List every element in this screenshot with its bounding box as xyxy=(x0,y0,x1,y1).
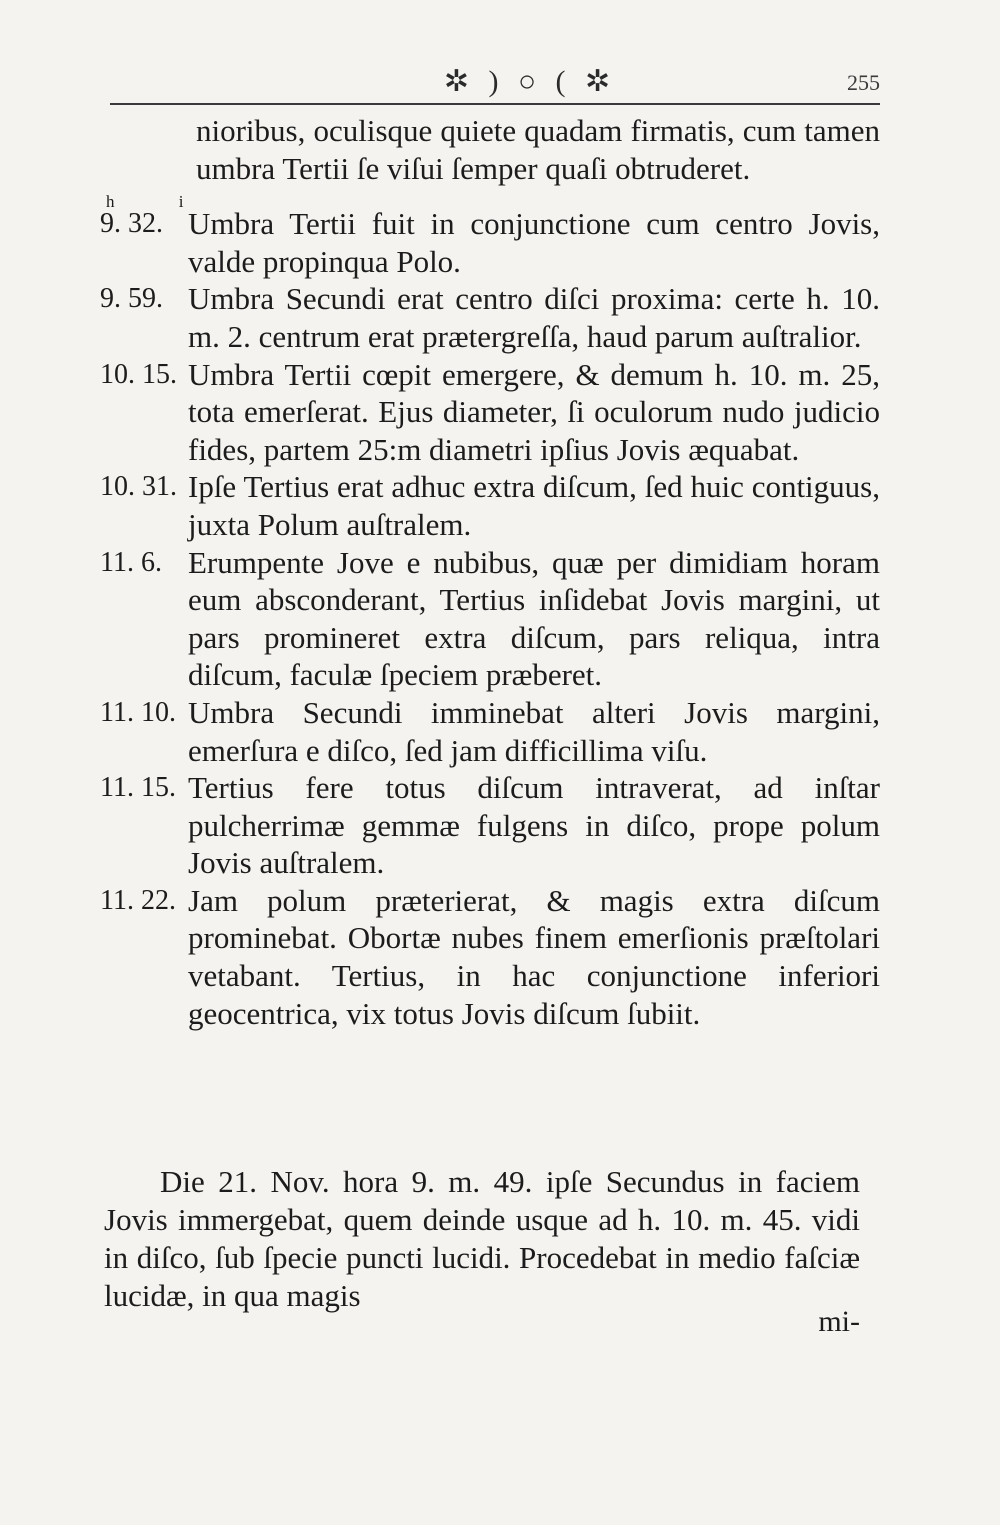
log-entry xyxy=(100,205,880,280)
continued-text: nioribus, oculisque quiete quadam firmatis, cum tamen umbra Tertii ſe viſui ſemper quaſi obtruderet. xyxy=(196,113,880,186)
entry-text: Umbra Tertii fuit in conjunctione cum centro Jovis, valde propinqua Polo. xyxy=(188,206,880,279)
log-entry xyxy=(100,694,880,769)
page-number: 255 xyxy=(847,70,880,95)
log-entry xyxy=(100,356,880,469)
running-header xyxy=(110,62,880,102)
entry-text: Umbra Tertii cœpit emergere, & demum h. 10. m. 25, tota emerſerat. Ejus diameter, ſi oculorum nudo judicio fides, partem 25:m diametri ipſius Jovis æquabat. xyxy=(188,356,880,467)
entry-text: Ipſe Tertius erat adhuc extra diſcum, ſed huic contiguus, juxta Polum auſtralem. xyxy=(188,469,880,542)
entry-time: 9. 32. xyxy=(100,208,163,240)
log-entry xyxy=(100,769,880,882)
observation-log xyxy=(100,112,880,1032)
entry-text: Umbra Secundi erat centro diſci proxima: certe h. 10. m. 2. centrum erat prætergreſſa, haud parum auſtralior. xyxy=(188,281,880,354)
log-entry xyxy=(100,882,880,1032)
header-ornament: ✲ ) ○ ( ✲ xyxy=(443,65,617,98)
entry-time: 9. 59. xyxy=(100,283,163,315)
entry-text: Erumpente Jove e nubibus, quæ per dimidiam horam eum absconderant, Tertius inſidebat Jovis margini, ut pars promineret extra diſcum, pars reliqua, intra diſcum, faculæ ſpeciem præberet. xyxy=(188,544,880,693)
header-rule xyxy=(110,103,880,105)
entry-text: Tertius fere totus diſcum intraverat, ad inſtar pulcherrimæ gemmæ fulgens in diſco, prope polum Jovis auſtralem. xyxy=(188,770,880,881)
entry-text: Umbra Secundi imminebat alteri Jovis margini, emerſura e diſco, ſed jam difficillima viſu. xyxy=(188,694,880,768)
log-entry xyxy=(100,544,880,694)
entry-time: 11. 6. xyxy=(100,546,162,578)
catchword: mi- xyxy=(818,1305,860,1338)
log-entry xyxy=(100,468,880,543)
entry-time: 11. 22. xyxy=(100,884,176,916)
entry-time: 10. 15. xyxy=(100,358,177,390)
entry-time: 11. 10. xyxy=(100,696,176,728)
entry-time: 10. 31. xyxy=(100,471,177,503)
log-entry xyxy=(100,280,880,355)
paragraph-text: Die 21. Nov. hora 9. m. 49. ipſe Secundus in faciem Jovis immergebat, quem deinde usque ad h. 10. m. 45. vidi in diſco, ſub ſpecie puncti lucidi. Procedebat in medio faſciæ lucidæ, in qua magis xyxy=(104,1164,860,1313)
hour-minute-labels: h i xyxy=(106,192,214,212)
entry-time: 11. 15. xyxy=(100,772,176,804)
body-paragraph xyxy=(104,1163,860,1315)
entry-text: Jam polum præterierat, & magis extra diſcum prominebat. Obortæ nubes finem emerſionis præſtolari vetabant. Tertius, in hac conjunctione inferiori geocentrica, vix totus Jovis diſcum ſubiit. xyxy=(188,882,880,1031)
